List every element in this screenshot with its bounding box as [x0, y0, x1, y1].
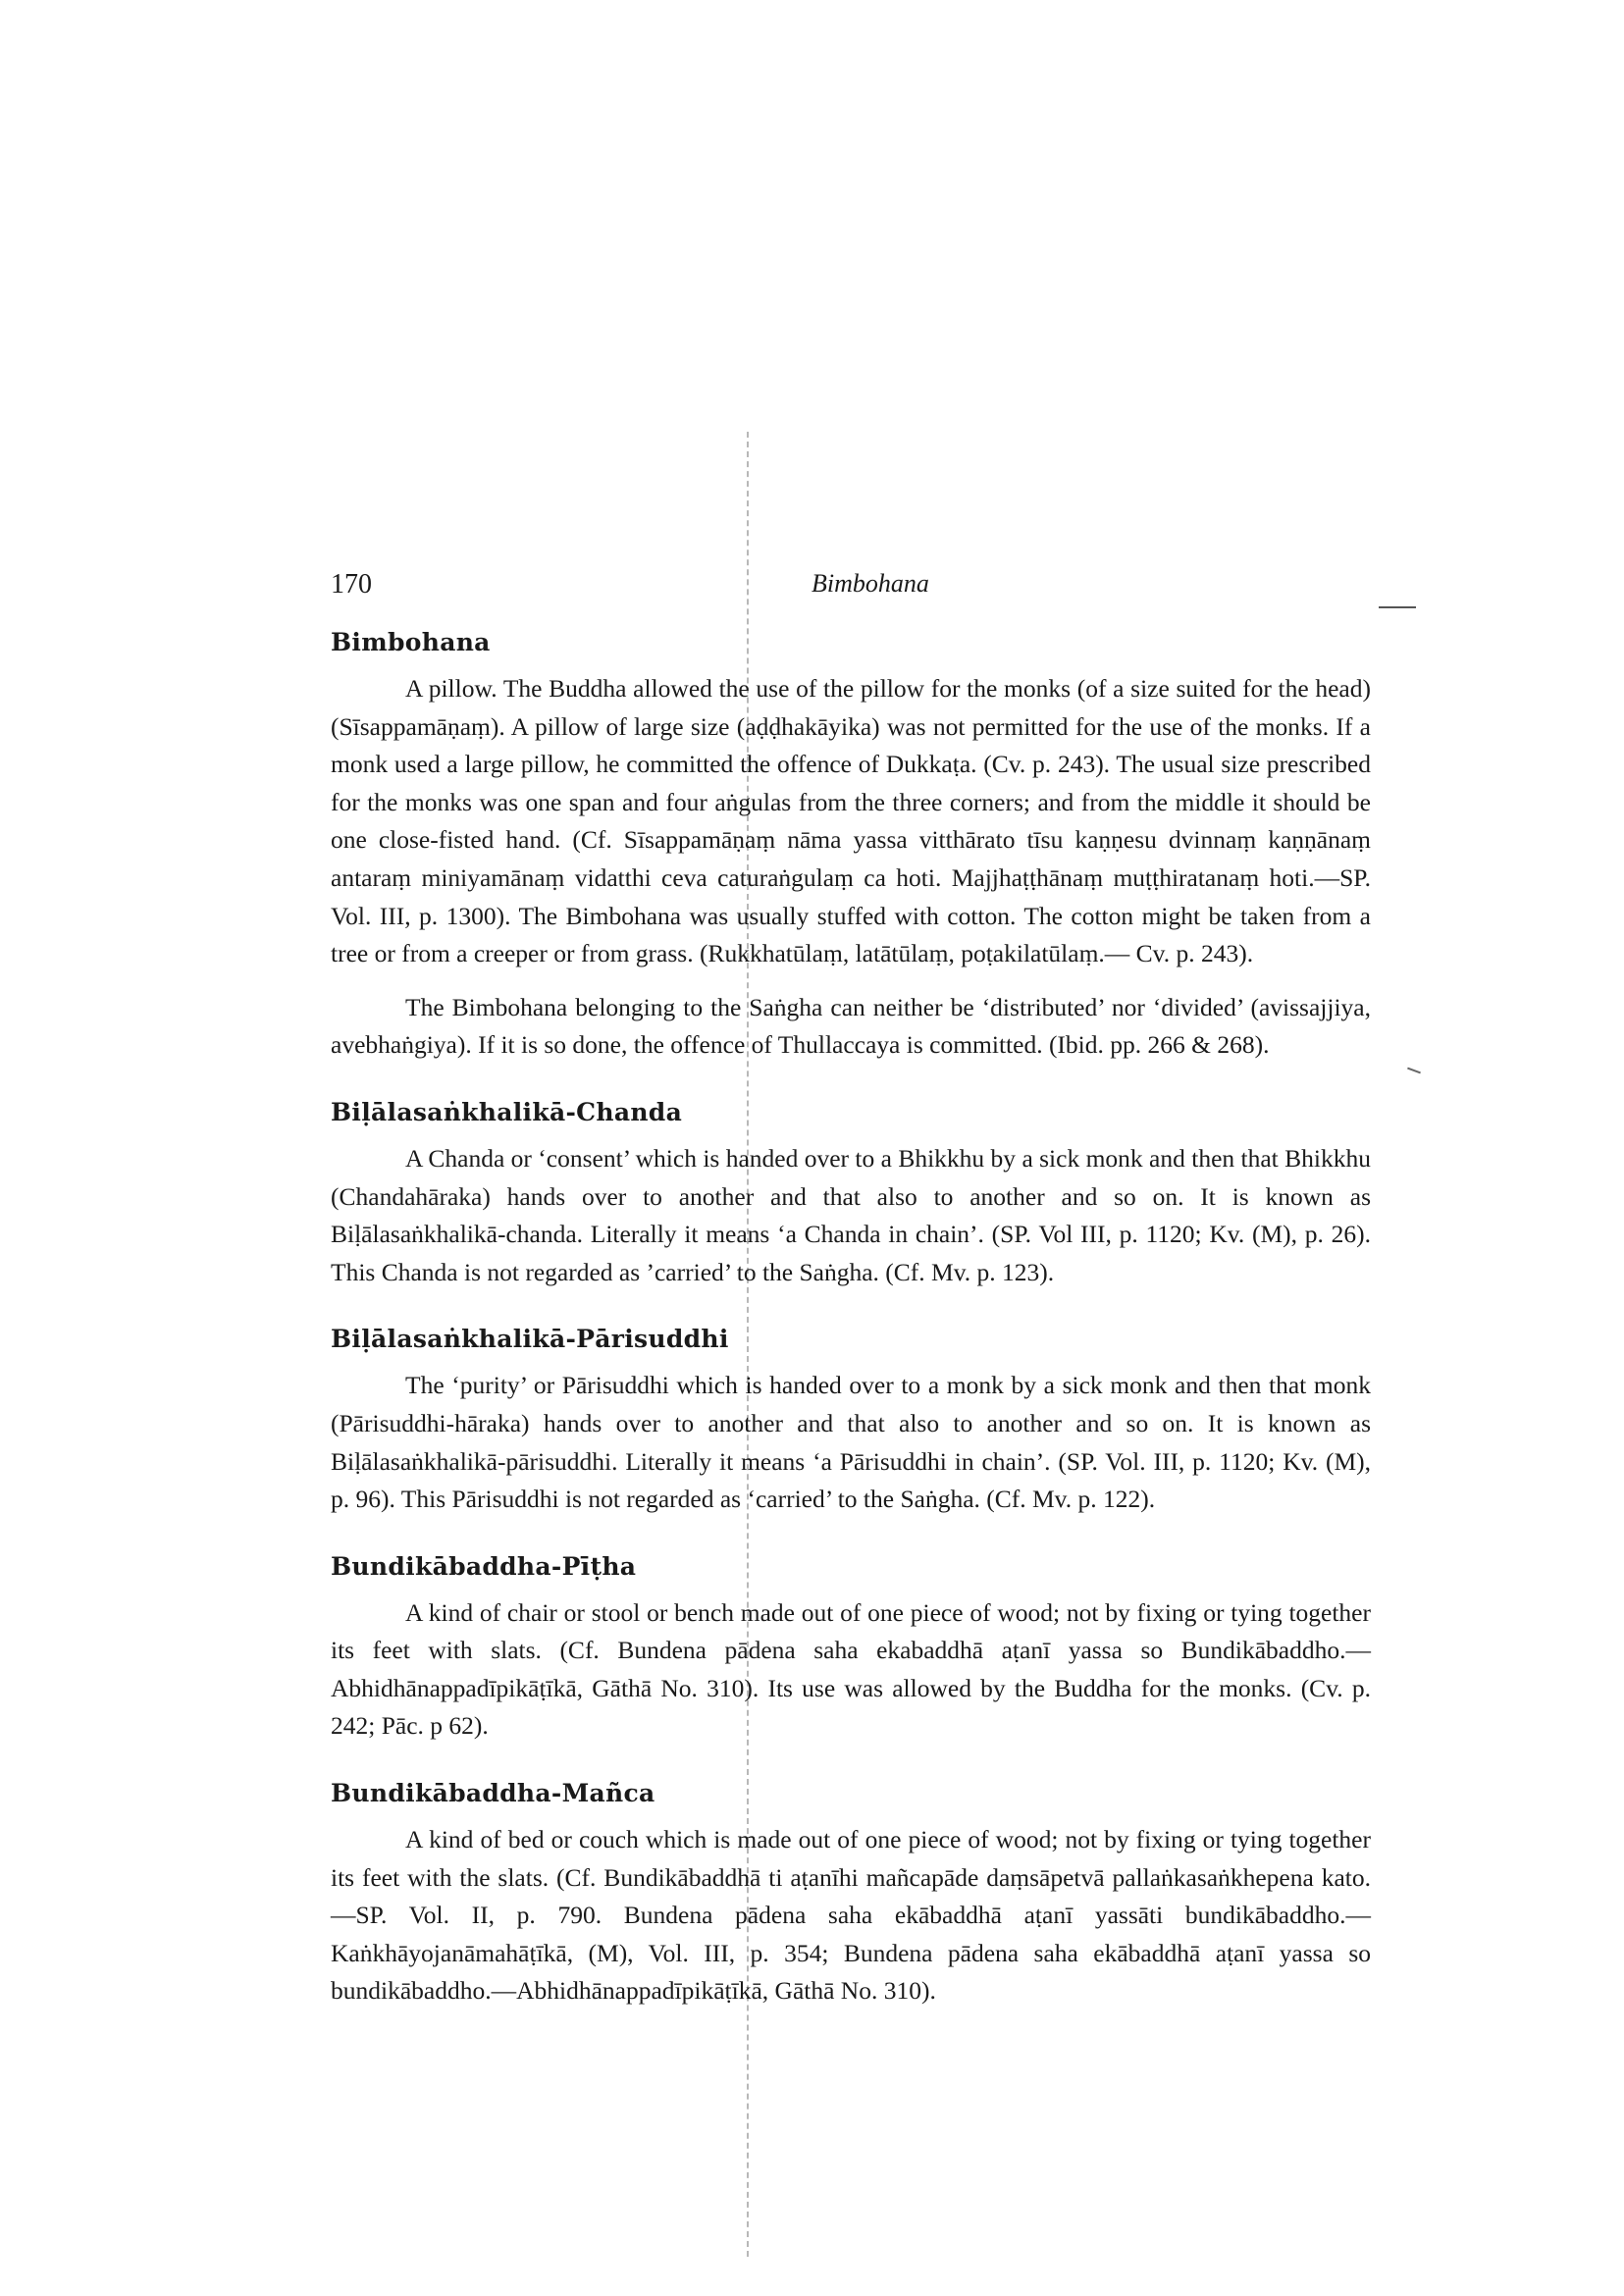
- edge-mark: [1379, 606, 1416, 608]
- entry-paragraph: The ‘purity’ or Pārisuddhi which is handed over to a monk by a sick monk and then that monk (Pārisuddhi-hāraka) hands over to another and that also to another and so on. It is known as Biḷālasaṅkhalikā-pārisuddhi. Literally it means ‘a Pārisuddhi in chain’. (SP. Vol. III, p. 1120; Kv. (M), p. 96). This Pārisuddhi is not regarded as ‘carried’ to the Saṅgha. (Cf. Mv. p. 122).: [331, 1371, 1371, 1514]
- entry-heading: Bimbohana: [331, 628, 491, 656]
- entry-paragraph: A pillow. The Buddha allowed the use of the pillow for the monks (of a size suited for the head) (Sīsappamāṇaṃ). A pillow of large size (aḍḍhakāyika) was not permitted for the use of the monks. If a monk used a large pillow, he committed the offence of Dukkaṭa. (Cv. p. 243). The usual size prescribed for the monks was one span and four aṅgulas from the three corners; and from the middle it should be one close-fisted hand. (Cf. Sīsappamāṇaṃ nāma yassa vitthārato tīsu kaṇṇesu dvinnaṃ kaṇṇānaṃ antaraṃ miniyamānaṃ vidatthi ceva caturaṅgulaṃ ca hoti. Majjhaṭṭhānaṃ muṭṭhiratanaṃ hoti.—SP. Vol. III, p. 1300). The Bimbohana was usually stuffed with cotton. The cotton might be taken from a tree or from a creeper or from grass. (Rukkhatūlaṃ, latātūlaṃ, poṭakilatūlaṃ.— Cv. p. 243).: [331, 674, 1371, 968]
- running-head: [331, 569, 1371, 608]
- entry-paragraph: The Bimbohana belonging to the Saṅgha can neither be ‘distributed’ nor ‘divided’ (avissajjiya, avebhaṅgiya). If it is so done, the offence of Thullaccaya is committed. (Ibid. pp. 266 & 268).: [331, 992, 1371, 1060]
- edge-mark: [1407, 1068, 1421, 1074]
- content: [331, 628, 1371, 2010]
- entry-heading: Biḷālasaṅkhalikā-Chanda: [331, 1097, 683, 1126]
- running-title: Bimbohana: [812, 569, 929, 598]
- entry-paragraph: A Chanda or ‘consent’ which is handed over to a Bhikkhu by a sick monk and then that Bhikkhu (Chandahāraka) hands over to another and that also to another and so on. It is known as Biḷālasaṅkhalikā-chanda. Literally it means ‘a Chanda in chain’. (SP. Vol III, p. 1120; Kv. (M), p. 26). This Chanda is not regarded as ’carried’ to the Saṅgha. (Cf. Mv. p. 123).: [331, 1143, 1371, 1286]
- entry-bundikabaddha-manca: [331, 1779, 1371, 2010]
- entry-bundikabaddha-pitha: [331, 1552, 1371, 1746]
- entry-paragraph: A kind of chair or stool or bench made out of one piece of wood; not by fixing or tying together its feet with slats. (Cf. Bundena pādena saha ekabaddhā aṭanī yassa so Bundikābaddho.—Abhidhānappadīpikāṭīkā, Gāthā No. 310). Its use was allowed by the Buddha for the monks. (Cv. p. 242; Pāc. p 62).: [331, 1597, 1371, 1741]
- entry-bilalasankhalika-parisuddhi: [331, 1325, 1371, 1518]
- entry-bimbohana: [331, 628, 1371, 1065]
- page-number: 170: [331, 569, 372, 600]
- entry-bilalasankhalika-chanda: [331, 1098, 1371, 1291]
- entry-heading: Bundikābaddha-Pīṭha: [331, 1551, 637, 1581]
- entry-heading: Bundikābaddha-Mañca: [331, 1779, 655, 1808]
- entry-heading: Biḷālasaṅkhalikā-Pārisuddhi: [331, 1325, 729, 1354]
- entry-paragraph: A kind of bed or couch which is made out of one piece of wood; not by fixing or tying together its feet with the slats. (Cf. Bundikābaddhā ti aṭanīhi mañcapāde daṃsāpetvā pallaṅkasaṅkhepena kato.—SP. Vol. II, p. 790. Bundena pādena saha ekābaddhā aṭanī yassāti bundikābaddho.—Kaṅkhāyojanāmahāṭīkā, (M), Vol. III, p. 354; Bundena pādena saha ekābaddhā aṭanī yassa so bundikābaddho.—Abhidhānappadīpikāṭīkā, Gāthā No. 310).: [331, 1825, 1371, 2006]
